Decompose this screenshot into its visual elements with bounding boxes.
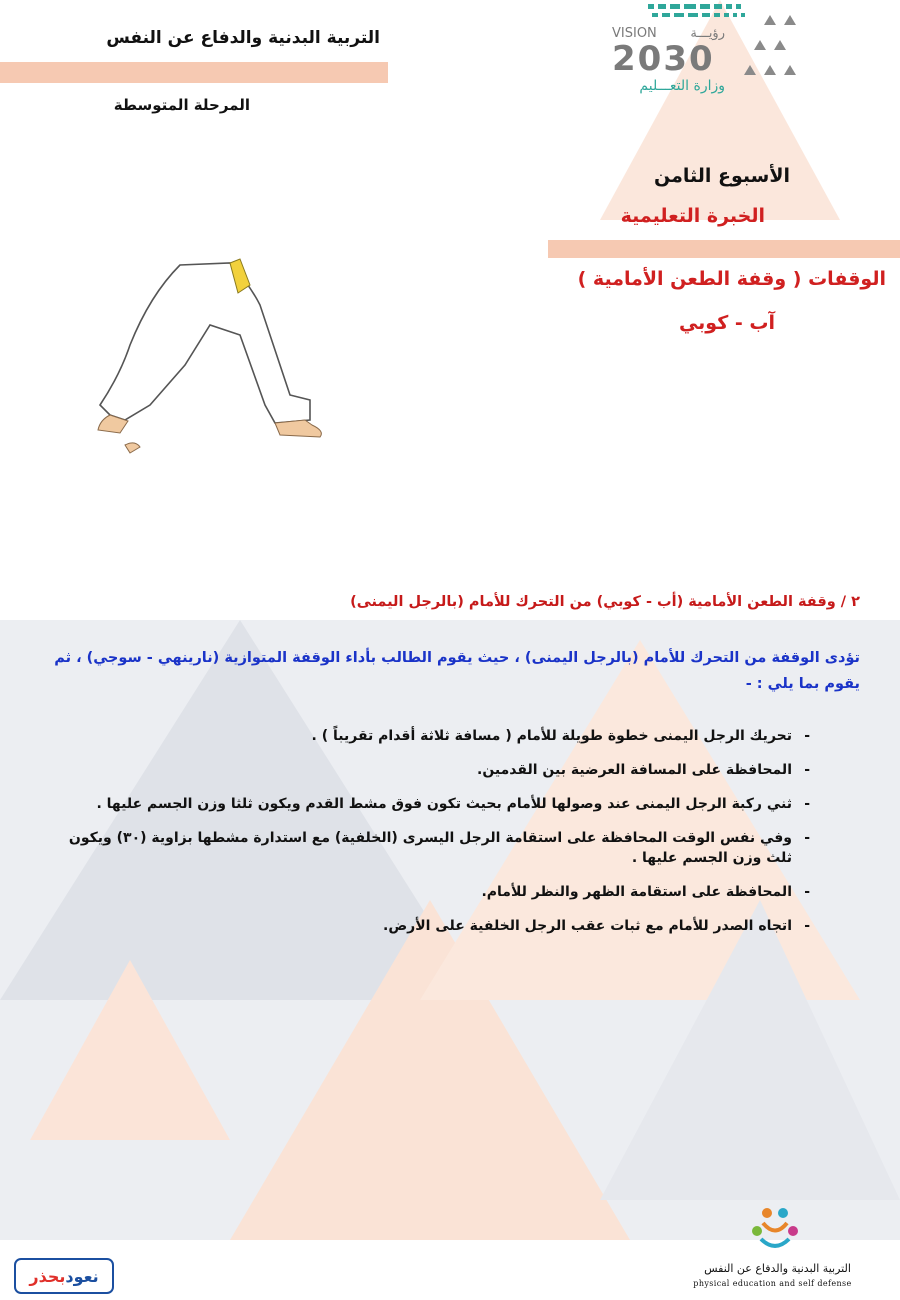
list-item: [40, 794, 810, 814]
badge-word-2: بحذر: [29, 1266, 66, 1286]
list-item: [40, 726, 810, 746]
footer-logo-en: physical education and self defense: [693, 1279, 852, 1288]
bullet-dash: -: [804, 918, 810, 934]
list-item-text: اتجاه الصدر للأمام مع ثبات عقب الرجل الخلفية على الأرض.: [383, 918, 792, 934]
list-item: [40, 760, 810, 780]
list-item-text: ثني ركبة الرجل اليمنى عند وصولها للأمام بحيث تكون فوق مشط القدم ويكون ثلثا وزن الجسم عليها .: [96, 796, 792, 812]
experience-title: الخبرة التعليمية: [620, 205, 765, 227]
vision-word: VISION: [612, 26, 657, 41]
section-intro: تؤدى الوقفة من التحرك للأمام (بالرجل اليمنى) ، حيث يقوم الطالب بأداء الوقفة المتوازية (نارينهي - سوجي) ، ثم يقوم بما يلي : -: [54, 650, 860, 692]
vision-ar: رؤيـــة: [690, 26, 725, 41]
bullet-dash: -: [804, 762, 810, 778]
ministry-logo: [600, 0, 800, 100]
list-item: [40, 828, 810, 868]
footer-logo-ar: التربية البدنية والدفاع عن النفس: [704, 1262, 851, 1275]
list-item-text: وفي نفس الوقت المحافظة على استقامة الرجل اليسرى (الخلفية) مع استدارة مشطها بزاوية (٣٠) ويكون ثلث وزن الجسم عليها .: [68, 830, 792, 866]
section-title: ٢ / وقفة الطعن الأمامية (أب - كوبي) من التحرك للأمام (بالرجل اليمنى): [350, 594, 860, 610]
bullet-dash: -: [804, 830, 810, 846]
list-item: [40, 882, 810, 902]
bullet-dash: -: [804, 728, 810, 744]
badge-word-1: نعود: [65, 1266, 99, 1286]
bullet-dash: -: [804, 884, 810, 900]
list-item-text: المحافظة على استقامة الظهر والنظر للأمام.: [481, 884, 792, 900]
ministry-name: وزارة التعـــليم: [639, 78, 725, 94]
bullet-dash: -: [804, 796, 810, 812]
stance-title: الوقفات ( وقفة الطعن الأمامية ): [577, 268, 886, 290]
subject-title: التربية البدنية والدفاع عن النفس: [106, 28, 380, 48]
triangle-pattern-icon: [744, 15, 796, 75]
list-item-text: المحافظة على المسافة العرضية بين القدمين.: [477, 762, 792, 778]
steps-list: [40, 726, 810, 950]
stage-title: المرحلة المتوسطة: [113, 96, 250, 114]
stance-subtitle: آب - كوبي: [678, 312, 775, 334]
list-item-text: تحريك الرجل اليمنى خطوة طويلة للأمام ( مسافة ثلاثة أقدام تقريباً ) .: [311, 728, 792, 744]
list-item: [40, 916, 810, 936]
header-bar-lesson: [548, 240, 900, 258]
back-carefully-badge: [14, 1258, 114, 1294]
pe-logo-icon: [745, 1203, 805, 1258]
header-bar-top: [0, 62, 388, 83]
vision-year: 2030: [612, 39, 715, 79]
dot-grid-icon: [648, 4, 745, 17]
week-title: الأسبوع الثامن: [653, 165, 790, 187]
stance-illustration: [80, 255, 350, 485]
